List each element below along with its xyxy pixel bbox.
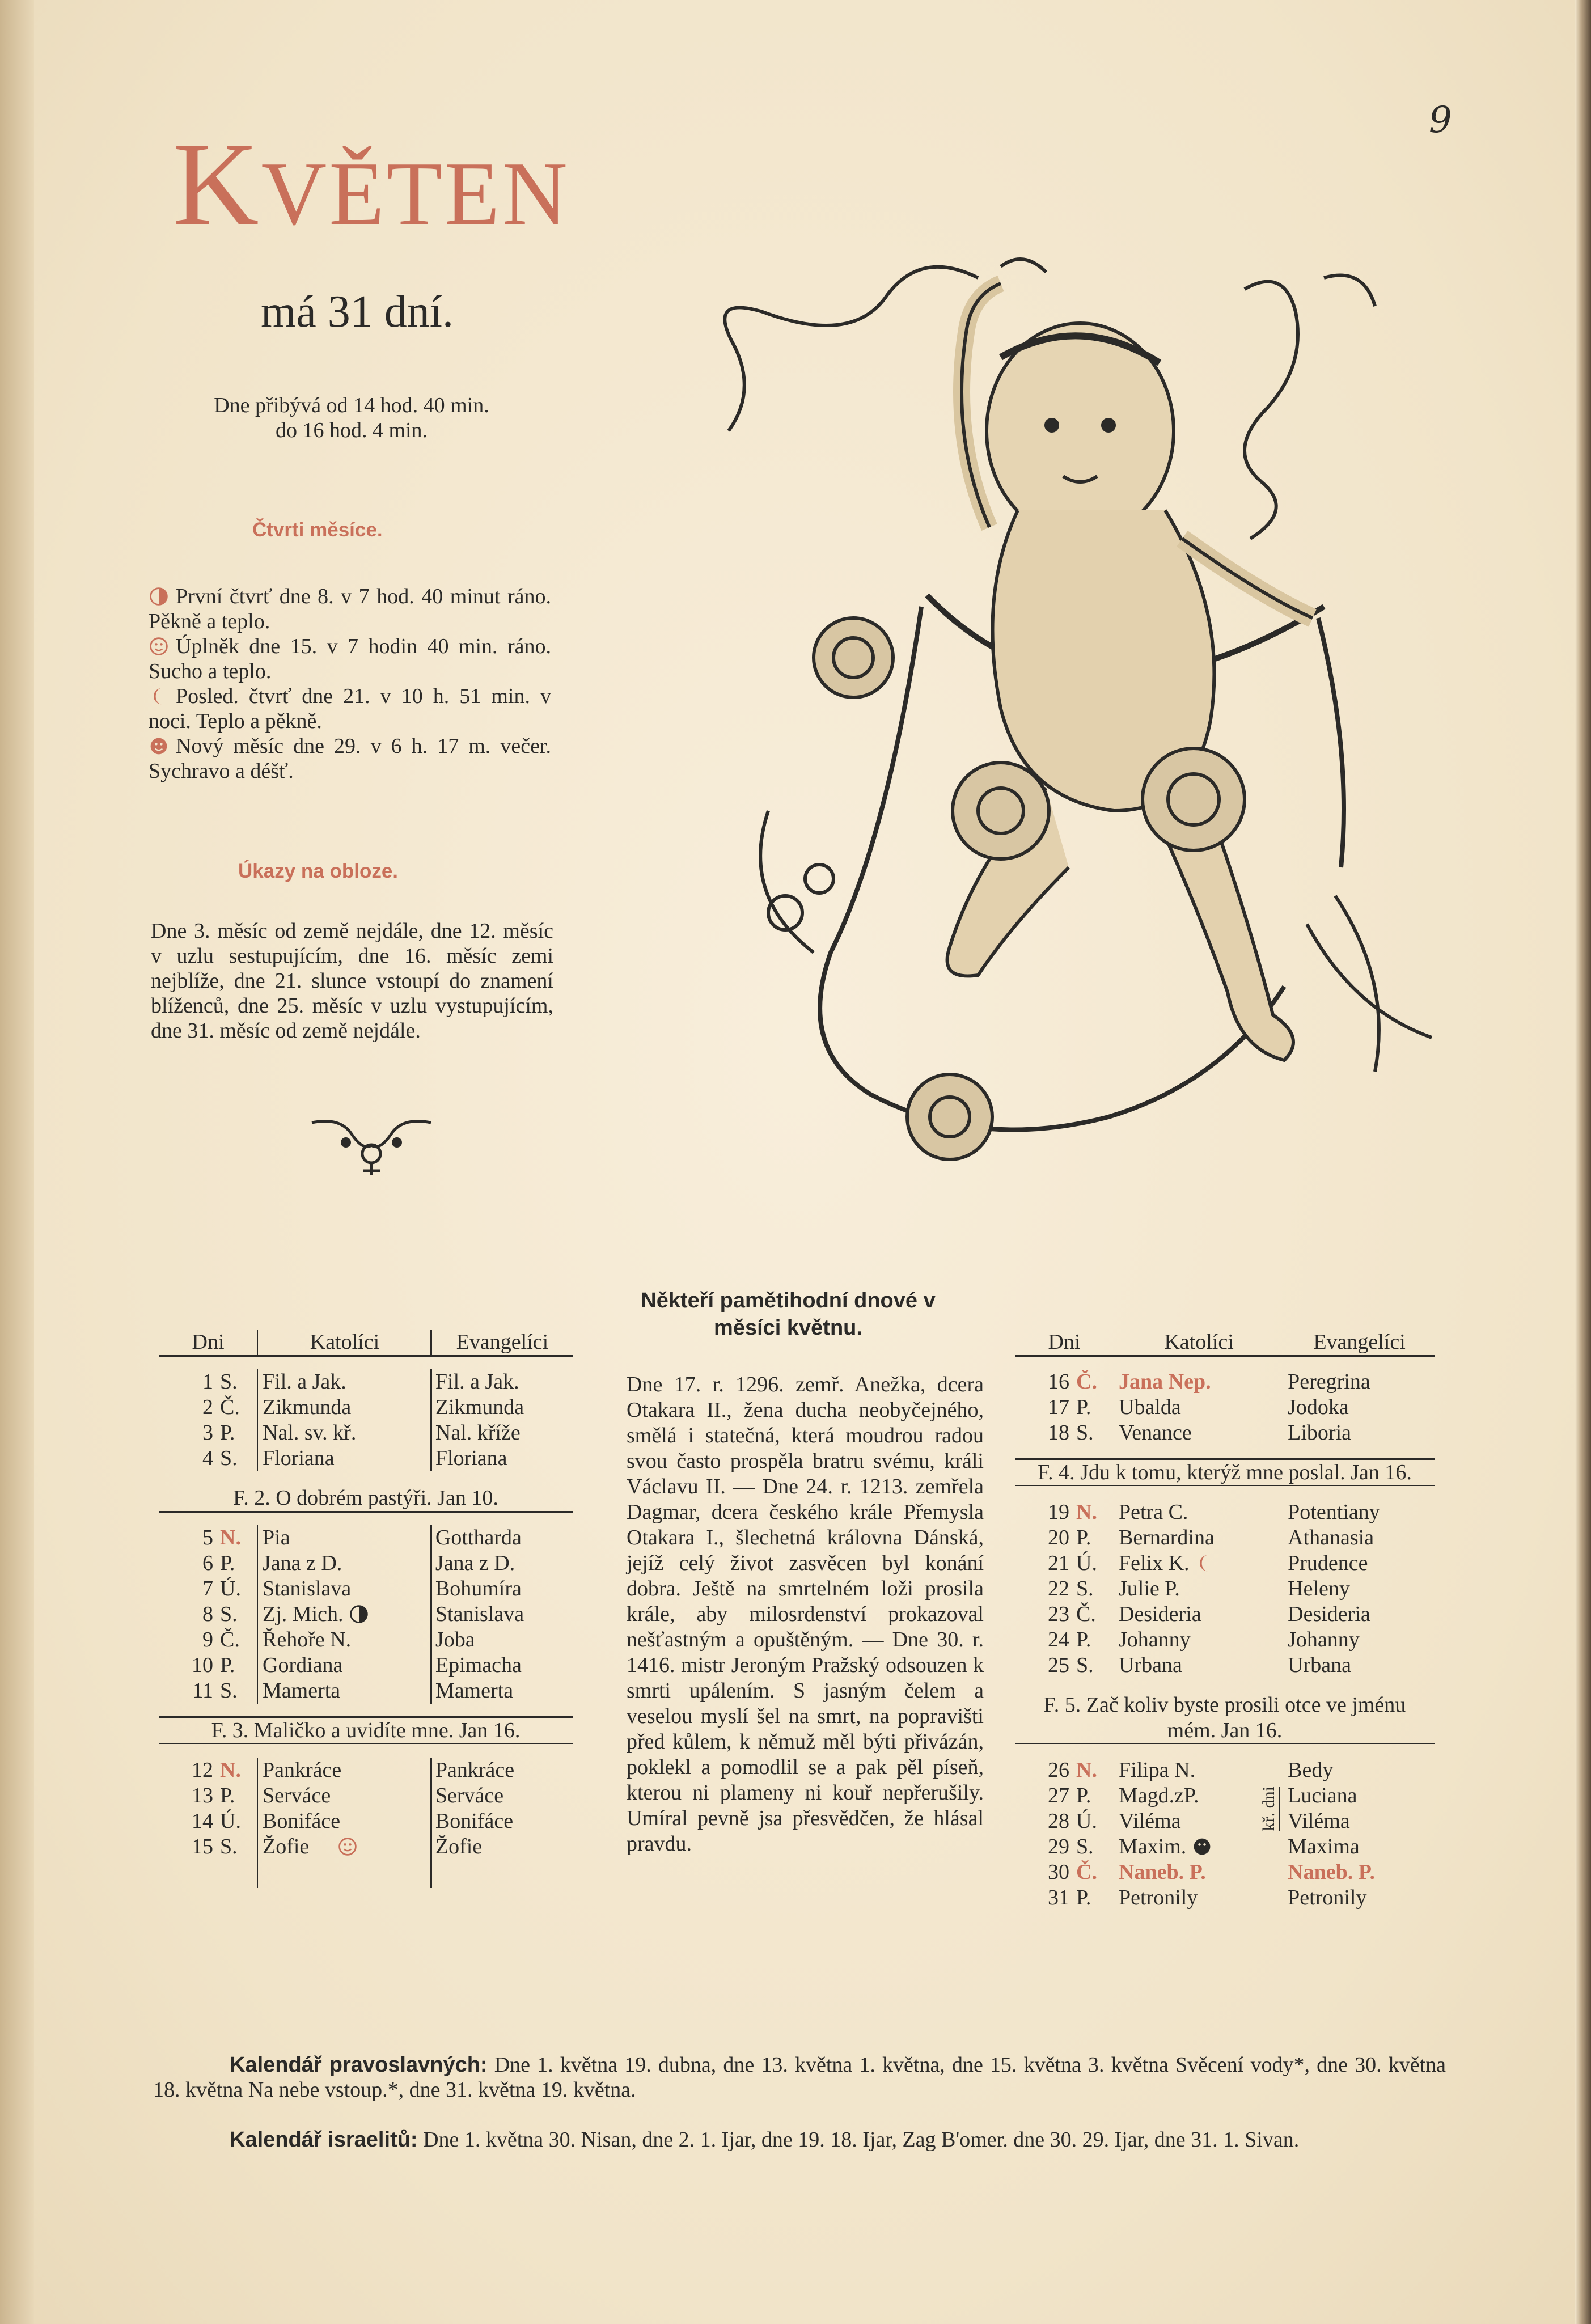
table-row: 22 S. Julie P. Heleny bbox=[1015, 1576, 1435, 1602]
table-row: 16 Č. Jana Nep. Peregrina bbox=[1015, 1369, 1435, 1395]
table-row: 29 S. Maxim. Maxima bbox=[1015, 1834, 1435, 1860]
new-moon-icon bbox=[1192, 1836, 1212, 1857]
table-row: 19 N. Petra C. Potentiany bbox=[1015, 1500, 1435, 1525]
moon-phases bbox=[149, 584, 551, 784]
table-row: 15 S. Žofie Žofie bbox=[159, 1834, 573, 1860]
table-row: 31 P. Petronily Petronily bbox=[1015, 1885, 1435, 1911]
new-moon-icon bbox=[149, 736, 169, 756]
table-row: 27 P. Magd.zP. kř. dni Luciana bbox=[1015, 1783, 1435, 1809]
col-header-days: Dni bbox=[159, 1330, 259, 1356]
jewish-text: Dne 1. května 30. Nisan, dne 2. 1. Ijar, dne 19. 18. Ijar, Zag B'omer. dne 30. 29. Ijar, dne 31. 1. Sivan. bbox=[423, 2128, 1300, 2152]
month-initial: K bbox=[173, 118, 261, 250]
table-row: 17 P. Ubalda Jodoka bbox=[1015, 1395, 1435, 1420]
full-moon-icon bbox=[149, 636, 169, 657]
table-row: 12 N. Pankráce Pankráce bbox=[159, 1758, 573, 1783]
table-row: 6 P. Jana z D. Jana z D. bbox=[159, 1551, 573, 1576]
table-row: 4 S. Floriana Floriana bbox=[159, 1446, 573, 1471]
orthodox-text: Dne 1. května 19. dubna, dne 13. května 1. května, dne 15. května 3. května Svěcení vody*, dne 30. května 18. května Na nebe vstoup.*, dne 31. května 19. května. bbox=[153, 2053, 1446, 2102]
table-row: 14 Ú. Bonifáce Bonifáce bbox=[159, 1809, 573, 1834]
table-row: 21 Ú. Felix K. Prudence bbox=[1015, 1551, 1435, 1576]
table-row: 2 Č. Zikmunda Zikmunda bbox=[159, 1395, 573, 1420]
orthodox-calendar bbox=[153, 2052, 1446, 2102]
last-quarter-icon bbox=[1195, 1553, 1215, 1573]
col-header-evangelical: Evangelíci bbox=[431, 1330, 573, 1356]
table-row: 20 P. Bernardina Athanasia bbox=[1015, 1525, 1435, 1551]
first-quarter-icon bbox=[149, 586, 169, 607]
table-row: 1 S. Fil. a Jak. Fil. a Jak. bbox=[159, 1369, 573, 1395]
gospel-row: F. 3. Maličko a uvidíte mne. Jan 16. bbox=[159, 1717, 573, 1745]
calendar-table-right bbox=[1015, 1330, 1435, 1933]
table-row: 13 P. Serváce Serváce bbox=[159, 1783, 573, 1809]
cherub-illustration bbox=[683, 244, 1443, 1185]
table-header bbox=[159, 1330, 573, 1356]
table-row: 5 N. Pia Gottharda bbox=[159, 1525, 573, 1551]
day-length-line: do 16 hod. 4 min. bbox=[275, 418, 428, 442]
first-quarter-icon bbox=[349, 1604, 369, 1624]
table-row: 11 S. Mamerta Mamerta bbox=[159, 1678, 573, 1704]
jewish-label: Kalendář israelitů: bbox=[230, 2128, 418, 2152]
table-row: 24 P. Johanny Johanny bbox=[1015, 1627, 1435, 1653]
table-row: 3 P. Nal. sv. kř. Nal. kříže bbox=[159, 1420, 573, 1446]
rogation-days-label: kř. dni bbox=[1260, 1787, 1280, 1831]
month-title bbox=[173, 118, 570, 250]
table-row: 9 Č. Řehoře N. Joba bbox=[159, 1627, 573, 1653]
phase-item: Nový měsíc dne 29. v 6 h. 17 m. večer. Sychravo a déšť. bbox=[149, 734, 551, 783]
table-row: 30 Č. Naneb. P. Naneb. P. bbox=[1015, 1860, 1435, 1885]
gospel-row: F. 2. O dobrém pastýři. Jan 10. bbox=[159, 1485, 573, 1512]
table-row: 10 P. Gordiana Epimacha bbox=[159, 1653, 573, 1678]
day-length bbox=[153, 393, 550, 443]
phase-item: Posled. čtvrť dne 21. v 10 h. 51 min. v noci. Teplo a pěkně. bbox=[149, 684, 551, 733]
page-edge bbox=[1575, 0, 1591, 2324]
month-rest: VĚTEN bbox=[261, 143, 570, 244]
last-quarter-icon bbox=[149, 686, 169, 706]
month-days: má 31 dní. bbox=[261, 287, 454, 337]
phase-item: Úplněk dne 15. v 7 hodin 40 min. ráno. Sucho a teplo. bbox=[149, 634, 551, 683]
col-header-catholic: Katolíci bbox=[1115, 1330, 1284, 1356]
sky-events: Dne 3. měsíc od země nejdále, dne 12. měsíc v uzlu sestupujícím, dne 16. měsíc zemi nejblíže, dne 21. slunce vstoupí do znamení blíženců, dne 25. měsíc v uzlu vystupujícím, dne 31. měsíc od země nejdále. bbox=[151, 919, 553, 1043]
table-row: 8 S. Zj. Mich. Stanislava bbox=[159, 1602, 573, 1627]
memorial-title: Někteří pamětihodní dnové v měsíci květnu. bbox=[641, 1289, 936, 1340]
table-row: 23 Č. Desideria Desideria bbox=[1015, 1602, 1435, 1627]
page-number: 9 bbox=[1429, 99, 1452, 141]
jewish-calendar bbox=[153, 2127, 1446, 2152]
sky-heading: Úkazy na obloze. bbox=[238, 860, 399, 882]
phase-item: První čtvrť dne 8. v 7 hod. 40 minut ráno. Pěkně a teplo. bbox=[149, 585, 551, 633]
col-header-days: Dni bbox=[1015, 1330, 1115, 1356]
col-header-evangelical: Evangelíci bbox=[1284, 1330, 1435, 1356]
ornament-flourish bbox=[306, 1111, 437, 1179]
table-row: 28 Ú. Viléma Viléma bbox=[1015, 1809, 1435, 1834]
calendar-table-left bbox=[159, 1330, 573, 1888]
col-header-catholic: Katolíci bbox=[259, 1330, 431, 1356]
phases-heading: Čtvrti měsíce. bbox=[252, 519, 383, 541]
table-header bbox=[1015, 1330, 1435, 1356]
table-row: 7 Ú. Stanislava Bohumíra bbox=[159, 1576, 573, 1602]
table-row: 26 N. Filipa N. Bedy bbox=[1015, 1758, 1435, 1783]
full-moon-icon bbox=[337, 1836, 358, 1857]
gospel-row: F. 4. Jdu k tomu, kterýž mne poslal. Jan 16. bbox=[1015, 1459, 1435, 1487]
day-length-line: Dne přibývá od 14 hod. 40 min. bbox=[214, 393, 489, 417]
table-row: 18 S. Venance Liboria bbox=[1015, 1420, 1435, 1446]
table-row: 25 S. Urbana Urbana bbox=[1015, 1653, 1435, 1678]
gospel-row: F. 5. Zač koliv byste prosili otce ve jménu mém. Jan 16. bbox=[1015, 1692, 1435, 1745]
binding-spine bbox=[0, 0, 34, 2324]
orthodox-label: Kalendář pravoslavných: bbox=[230, 2053, 488, 2077]
memorial-text: Dne 17. r. 1296. zemř. Anežka, dcera Otakara II., žena ducha neobyčejného, smělá i statečná, která moudrou radou svou často prospěla bratru svému, králi Václavu II. — Dne 24. r. 1213. zemřela Dagmar, dcera českého krále Přemysla Otakara I., šlechetná královna Dánská, jejíž celý život zasvěcen byl konání dobra. Ještě na smrtelném loži prosila krále, aby milosrdenství prokazoval nešťastným a opuštěným. — Dne 30. r. 1416. mistr Jeroným Pražský odsouzen k smrti upálením. S jasným čelem a veselou myslí šel na smrt, na popravišti před kůlem, k němuž měl býti přivázán, poklekl a pomodlil se a pak pěl píseň, kterou ni plameny ni kouř nepřerušily. Umíral pevně jsa přesvědčen, že hlásal pravdu. bbox=[627, 1373, 984, 1856]
